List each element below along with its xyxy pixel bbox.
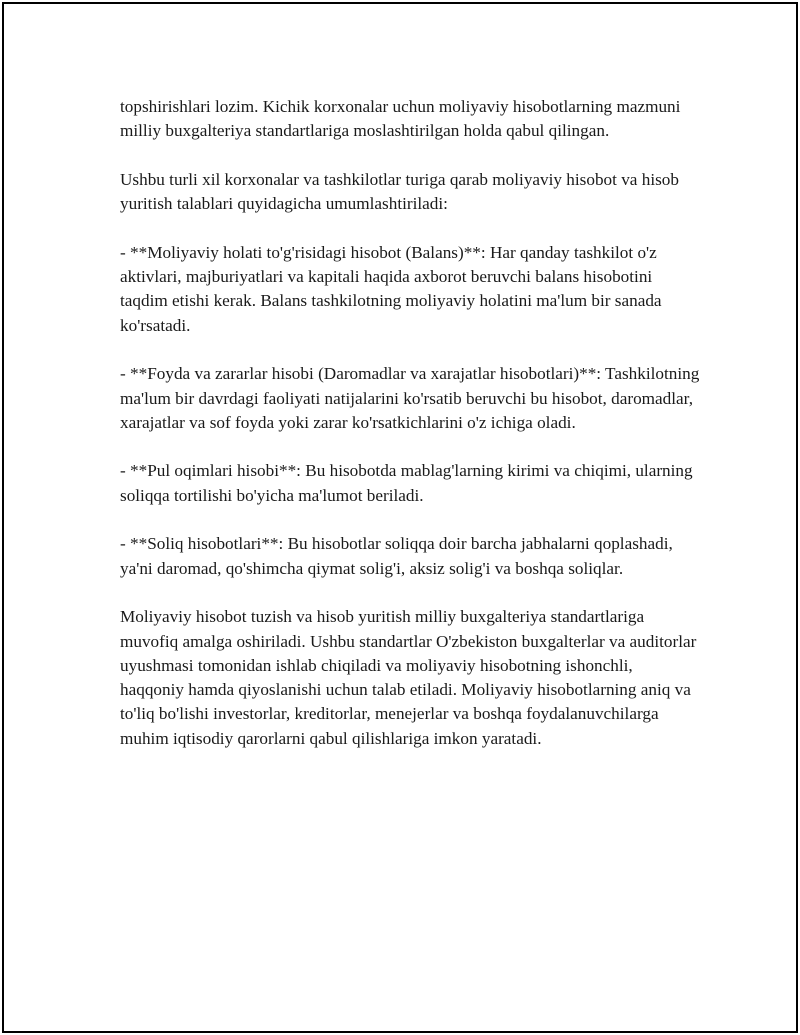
page-content [120,95,700,751]
page-frame [2,2,798,1033]
paragraph-standards-conclusion: Moliyaviy hisobot tuzish va hisob yuritish milliy buxgalteriya standartlariga muvofiq amalga oshiriladi. Ushbu standartlar O'zbekiston buxgalterlar va auditorlar uyushmasi tomonidan ishlab chiqiladi va moliyaviy hisobotning ishonchli, haqqoniy hamda qiyoslanishi uchun talab etiladi. Moliyaviy hisobotlarning aniq va to'liq bo'lishi investorlar, kreditorlar, menejerlar va boshqa foydalanuvchilarga muhim iqtisodiy qarorlarni qabul qilishlariga imkon yaratadi. [120,607,697,748]
paragraph-summary-lead: Ushbu turli xil korxonalar va tashkilotlar turiga qarab moliyaviy hisobot va hisob yuritish talablari quyidagicha umumlashtiriladi: [120,169,679,214]
list-item-profit-loss: - **Foyda va zararlar hisobi (Daromadlar va xarajatlar hisobotlari)**: Tashkilotning ma'lum bir davrdagi faoliyati natijalarini ko'rsatib beruvchi bu hisobot, daromadlar, xarajatlar va sof foyda yoki zarar ko'rsatkichlarini o'z ichiga oladi. [120,364,700,432]
list-item-cash-flow: - **Pul oqimlari hisobi**: Bu hisobotda mablag'larning kirimi va chiqimi, ularning soliqqa tortilishi bo'yicha ma'lumot beriladi. [120,461,693,505]
paragraph-intro-continuation: topshirishlari lozim. Kichik korxonalar uchun moliyaviy hisobotlarning mazmuni milliy buxgalteriya standartlariga moslashtirilgan holda qabul qilingan. [120,97,681,141]
list-item-tax-reports: - **Soliq hisobotlari**: Bu hisobotlar soliqqa doir barcha jabhalarni qoplashadi, ya'ni daromad, qo'shimcha qiymat solig'i, aksiz solig'i va boshqa soliqlar. [120,534,673,578]
list-item-balance-sheet: - **Moliyaviy holati to'g'risidagi hisobot (Balans)**: Har qanday tashkilot o'z aktivlari, majburiyatlari va kapitali haqida axborot beruvchi balans hisobotini taqdim etishi kerak. Balans tashkilotning moliyaviy holatini ma'lum bir sanada ko'rsatadi. [120,242,662,335]
